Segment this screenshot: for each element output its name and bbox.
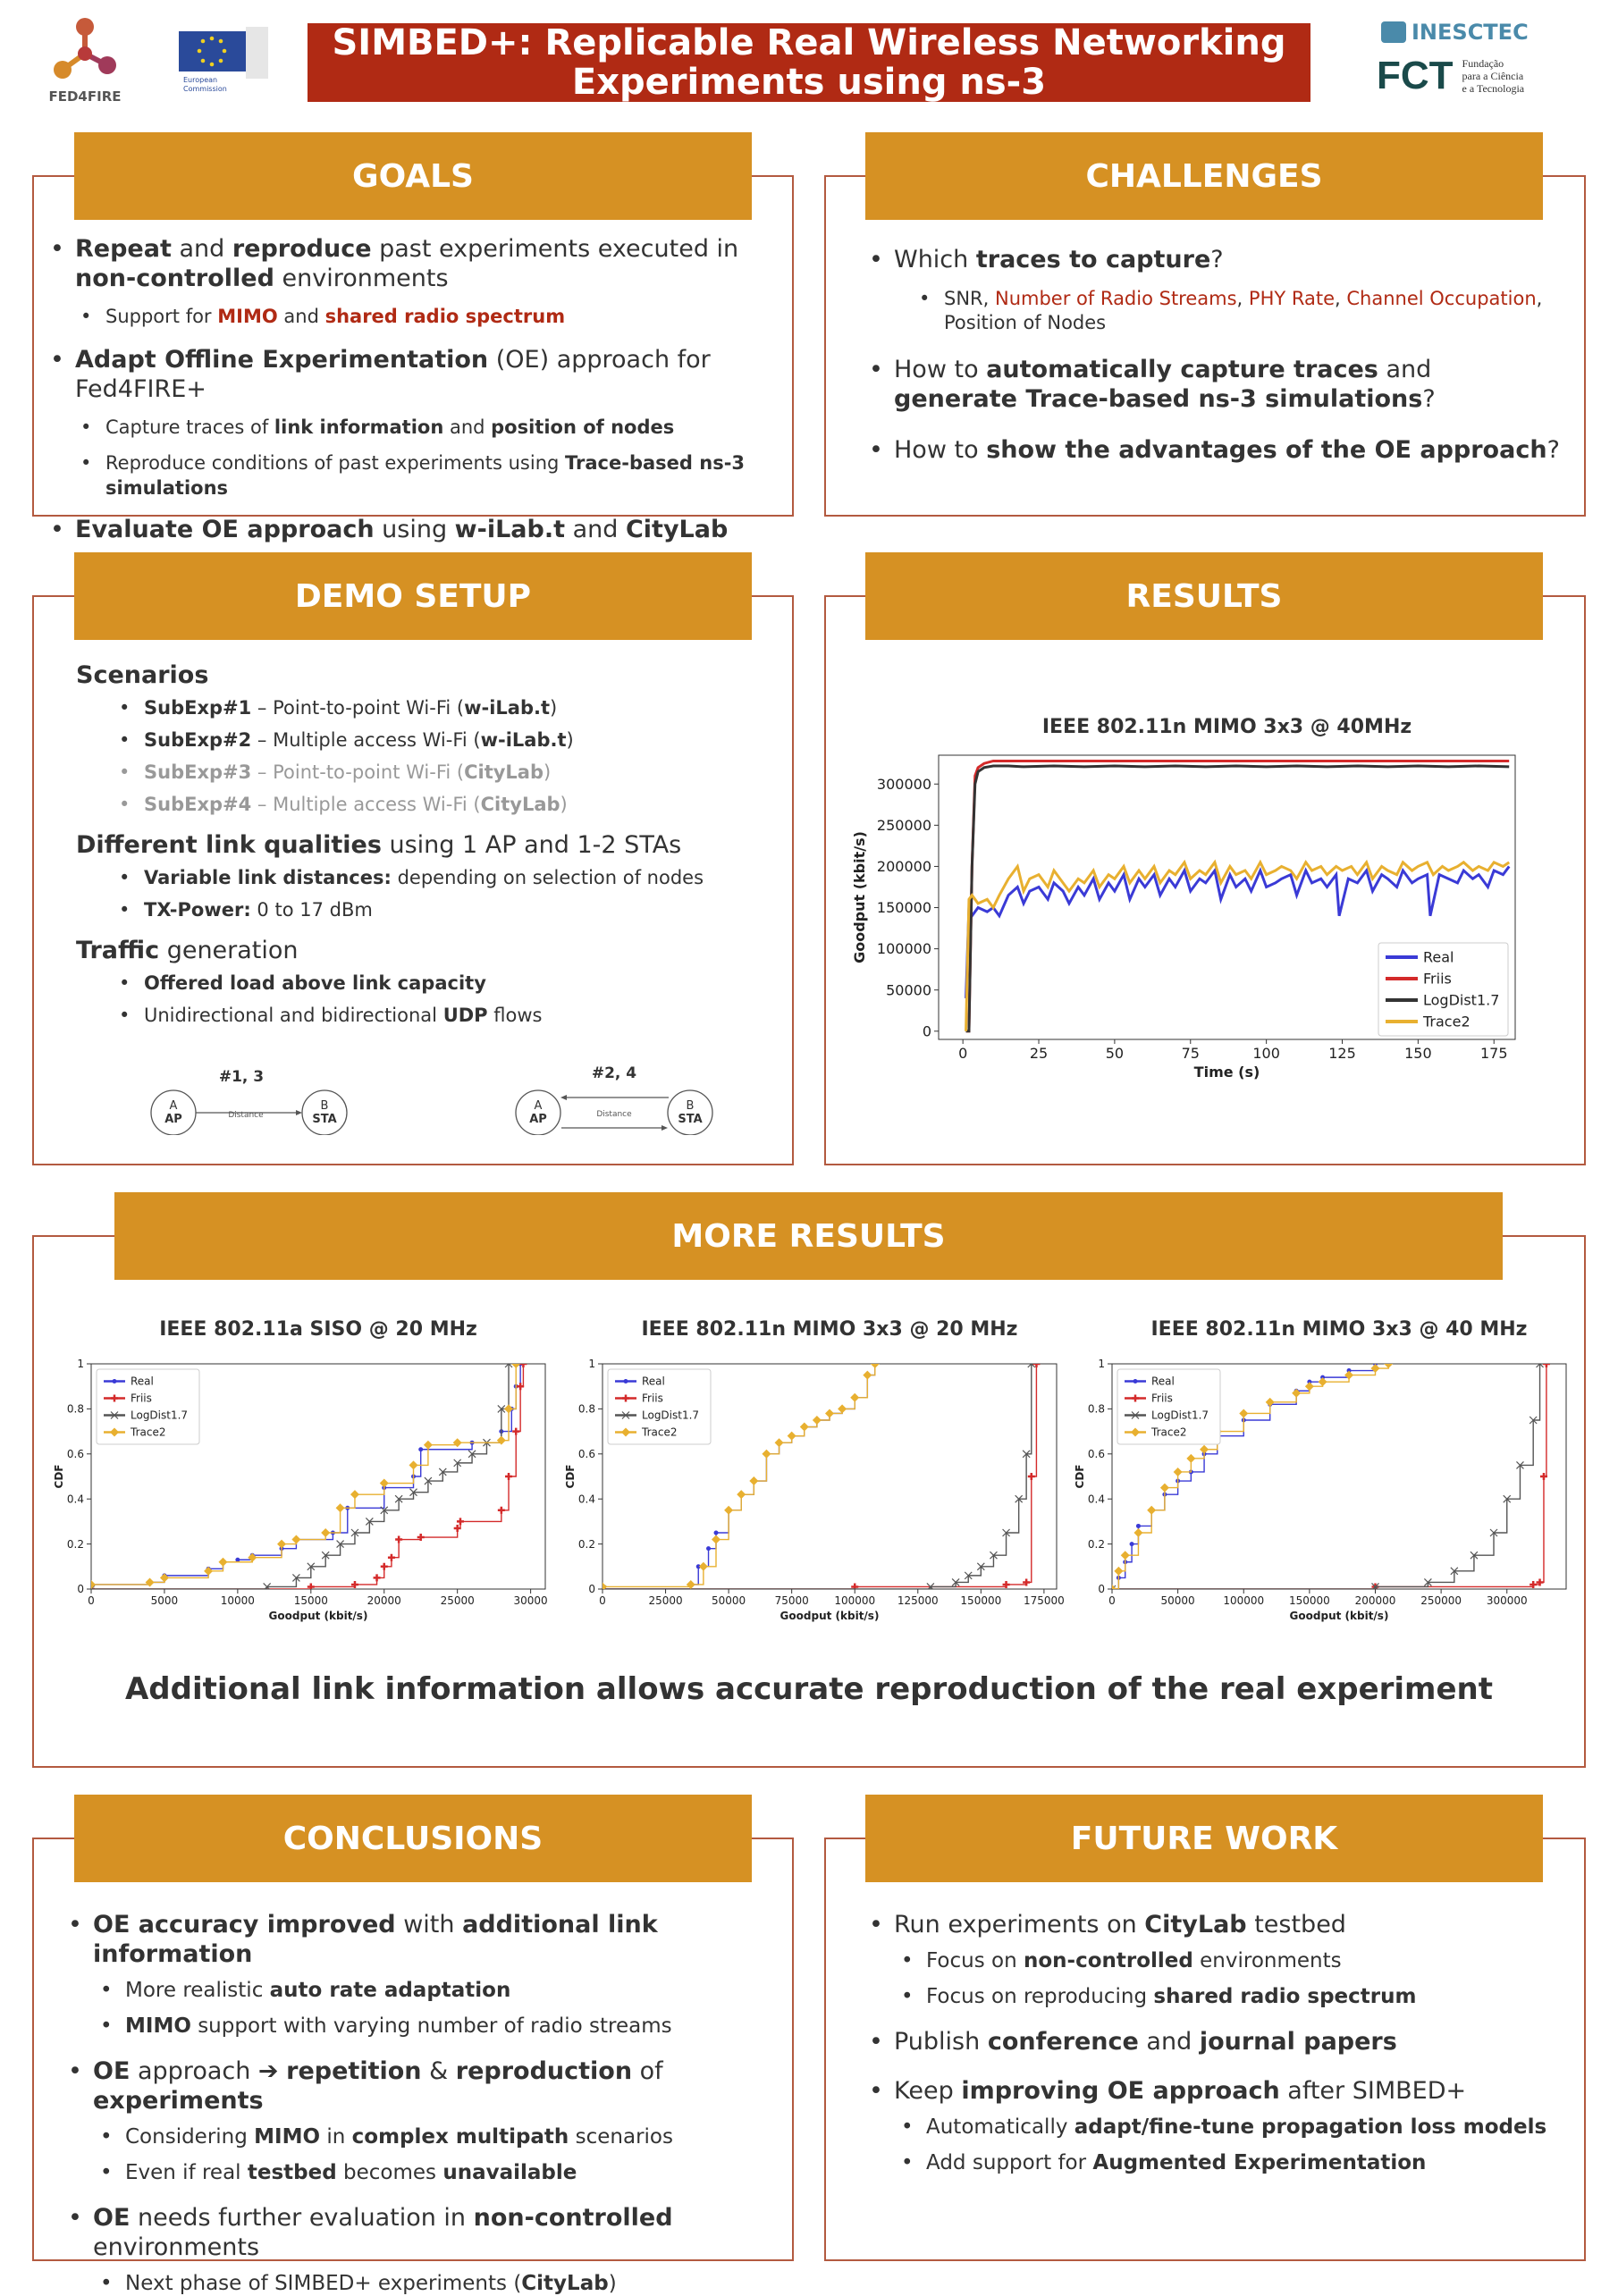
title-line-2: Experiments using ns-3 [571, 62, 1047, 103]
challenges-list [864, 245, 1561, 465]
svg-text:Distance: Distance [596, 1110, 632, 1119]
conclusions-item-1-sub-2: • MIMO support with varying number of radio streams [95, 2014, 778, 2039]
goals-item-2: • Adapt Offline Experimentation (OE) approach for Fed4FIRE+ [45, 345, 778, 404]
y-tick-label: 0.6 [66, 1448, 84, 1460]
svg-text:Distance: Distance [228, 1111, 264, 1120]
svg-text:Commission: Commission [183, 85, 227, 93]
x-tick-label: 10000 [220, 1594, 255, 1607]
x-tick-label: 125 [1328, 1045, 1356, 1062]
scenario-1: • SubExp#1 – Point-to-point Wi-Fi (w-iLab.t) [114, 696, 773, 720]
conclusions-title: CONCLUSIONS [74, 1795, 752, 1882]
y-tick-label: 0.8 [1087, 1402, 1105, 1416]
conclusions-item-2: • OE approach ➔ repetition & reproduction of experiments [63, 2056, 778, 2115]
x-tick-label: 15000 [293, 1594, 328, 1607]
poster-header [0, 0, 1618, 116]
data-point [706, 1546, 711, 1551]
x-tick-label: 100000 [834, 1594, 876, 1607]
svg-text:AP: AP [164, 1113, 182, 1126]
scenario-2: • SubExp#2 – Multiple access Wi-Fi (w-iLab.t) [114, 728, 773, 753]
x-tick-label: 0 [958, 1045, 968, 1062]
x-tick-label: 150000 [960, 1594, 1002, 1607]
traffic-1: • Offered load above link capacity [114, 971, 773, 996]
goals-title: GOALS [74, 132, 752, 220]
y-tick-label: 1 [588, 1358, 595, 1371]
y-tick-label: 150000 [876, 899, 931, 917]
svg-text:STA: STA [312, 1113, 337, 1126]
x-tick-label: 300000 [1486, 1594, 1528, 1607]
scenario-4: • SubExp#4 – Multiple access Wi-Fi (CityLab) [114, 793, 773, 817]
fed4fire-logo [40, 16, 130, 105]
goals-item-1-sub: • Support for MIMO and shared radio spectrum [75, 304, 778, 329]
future-title: FUTURE WORK [865, 1795, 1543, 1882]
chart-title: IEEE 802.11a SISO @ 20 MHz [159, 1318, 477, 1341]
challenges-item-2: • How to automatically capture traces and generate Trace-based ns-3 simulations? [864, 355, 1561, 414]
inesctec-icon [1381, 21, 1406, 43]
topology-diagram-p2p [143, 1064, 358, 1135]
goals-item-1: • Repeat and reproduce past experiments executed in non-controlled environments [45, 234, 778, 293]
x-tick-label: 125000 [897, 1594, 939, 1607]
legend-label: LogDist1.7 [642, 1409, 700, 1422]
demo-content [76, 661, 773, 1028]
conclusions-item-3-sub-1: • Next phase of SIMBED+ experiments (CityLab) [95, 2271, 778, 2296]
more-results-title: MORE RESULTS [114, 1192, 1503, 1280]
svg-text:European Commission: European Commission [156, 102, 167, 103]
future-item-3: • Keep improving OE approach after SIMBED+ [864, 2076, 1570, 2106]
x-tick-label: 100000 [1223, 1594, 1265, 1607]
future-item-1-sub-1: • Focus on non-controlled environments [896, 1948, 1570, 1973]
cdf-chart-mimo-40 [1057, 1308, 1575, 1630]
future-item-1-sub-2: • Focus on reproducing shared radio spectrum [896, 1984, 1570, 2009]
chart-title: IEEE 802.11n MIMO 3x3 @ 40 MHz [1150, 1318, 1528, 1341]
challenges-item-1: • Which traces to capture? [864, 245, 1561, 274]
scenario-3: • SubExp#3 – Point-to-point Wi-Fi (CityLab) [114, 761, 773, 785]
y-tick-label: 250000 [876, 816, 931, 834]
y-tick-label: 0 [77, 1583, 84, 1596]
x-axis-label: Goodput (kbit/s) [268, 1610, 368, 1622]
y-axis-label: Goodput (kbit/s) [851, 831, 868, 963]
x-tick-label: 175000 [1023, 1594, 1065, 1607]
svg-text:European: European [183, 76, 218, 84]
inesctec-logo: INESCTEC [1381, 20, 1529, 45]
svg-text:B: B [320, 1099, 329, 1113]
y-tick-label: 1 [77, 1358, 84, 1371]
data-point [1136, 1524, 1141, 1528]
x-tick-label: 75000 [774, 1594, 809, 1607]
legend-label: Friis [131, 1392, 152, 1405]
y-axis-label: CDF [564, 1464, 577, 1489]
traffic-2: • Unidirectional and bidirectional UDP flows [114, 1004, 773, 1028]
y-tick-label: 0 [588, 1583, 595, 1596]
data-point [418, 1447, 423, 1451]
fct-logo: FCT Fundação para a Ciência e a Tecnologia [1377, 54, 1525, 97]
legend-marker [113, 1379, 117, 1383]
y-tick-label: 0.2 [66, 1537, 84, 1551]
diagram-label-p2p: #1, 3 [218, 1068, 265, 1086]
legend-label: Real [131, 1375, 154, 1388]
goals-item-2-sub-1: • Capture traces of link information and position of nodes [75, 415, 778, 440]
chart-title: IEEE 802.11n MIMO 3x3 @ 20 MHz [641, 1318, 1018, 1341]
legend-label: Trace2 [1151, 1426, 1187, 1439]
x-tick-label: 0 [1108, 1594, 1116, 1607]
x-tick-label: 25000 [648, 1594, 683, 1607]
x-tick-label: 50000 [1160, 1594, 1195, 1607]
legend-label: Trace2 [1423, 1013, 1471, 1030]
y-tick-label: 50000 [886, 981, 931, 999]
svg-text:AP: AP [529, 1113, 547, 1126]
link-quality-2: • TX-Power: 0 to 17 dBm [114, 898, 773, 922]
x-tick-label: 150000 [1288, 1594, 1330, 1607]
more-results-caption: Additional link information allows accurate reproduction of the real experiment [124, 1671, 1494, 1707]
x-tick-label: 50 [1105, 1045, 1125, 1062]
y-tick-label: 0.6 [1087, 1448, 1105, 1460]
y-tick-label: 100000 [876, 940, 931, 958]
x-tick-label: 20000 [367, 1594, 401, 1607]
future-item-3-sub-2: • Add support for Augmented Experimentation [896, 2150, 1570, 2175]
conclusions-item-1-sub-1: • More realistic auto rate adaptation [95, 1978, 778, 2003]
topology-diagram-multi [511, 1060, 726, 1135]
goals-item-3: • Evaluate OE approach using w-iLab.t and CityLab [45, 515, 778, 544]
y-tick-label: 1 [1098, 1358, 1105, 1371]
y-axis-label: CDF [1074, 1464, 1086, 1489]
x-tick-label: 150 [1404, 1045, 1432, 1062]
x-tick-label: 75 [1181, 1045, 1200, 1062]
future-item-2: • Publish conference and journal papers [864, 2027, 1570, 2056]
goals-list [45, 234, 778, 544]
conclusions-list [63, 1910, 778, 2296]
svg-text:FED4FIRE: FED4FIRE [48, 88, 122, 105]
y-tick-label: 0.8 [66, 1402, 84, 1416]
data-point [714, 1531, 719, 1535]
legend-label: Trace2 [131, 1426, 166, 1439]
scenarios-heading: Scenarios [76, 661, 209, 689]
demo-title: DEMO SETUP [74, 552, 752, 640]
x-axis-label: Time (s) [1193, 1064, 1260, 1081]
svg-text:A: A [534, 1099, 543, 1113]
chart-legend [608, 1369, 711, 1444]
results-goodput-chart [845, 706, 1524, 1090]
y-tick-label: 0.2 [577, 1537, 595, 1551]
x-tick-label: 250000 [1420, 1594, 1462, 1607]
traffic-heading: Traffic generation [76, 937, 299, 964]
y-tick-label: 0.8 [577, 1402, 595, 1416]
data-point [1130, 1542, 1134, 1546]
future-list [864, 1910, 1570, 2175]
diagram-label-multi: #2, 4 [591, 1064, 637, 1082]
challenges-item-1-sub: • SNR, Number of Radio Streams, PHY Rate, Channel Occupation, Position of Nodes [914, 287, 1561, 335]
x-tick-label: 25 [1029, 1045, 1049, 1062]
y-tick-label: 0.4 [1087, 1493, 1105, 1506]
chart-legend [1378, 943, 1508, 1036]
legend-marker [1133, 1379, 1138, 1383]
link-qualities-heading: Different link qualities using 1 AP and 1-2 STAs [76, 831, 682, 859]
x-axis-label: Goodput (kbit/s) [780, 1610, 880, 1622]
y-tick-label: 0.4 [66, 1493, 84, 1506]
legend-label: LogDist1.7 [1423, 991, 1500, 1009]
y-tick-label: 300000 [876, 775, 931, 793]
svg-text:B: B [686, 1099, 695, 1113]
poster-title [308, 23, 1310, 102]
future-item-1: • Run experiments on CityLab testbed [864, 1910, 1570, 1939]
legend-label: Friis [1151, 1392, 1173, 1405]
conclusions-item-2-sub-1: • Considering MIMO in complex multipath scenarios [95, 2124, 778, 2149]
link-quality-1: • Variable link distances: depending on selection of nodes [114, 866, 773, 890]
challenges-title: CHALLENGES [865, 132, 1543, 220]
x-axis-label: Goodput (kbit/s) [1289, 1610, 1389, 1622]
legend-label: Friis [1423, 970, 1452, 988]
results-title: RESULTS [865, 552, 1543, 640]
legend-label: LogDist1.7 [131, 1409, 189, 1422]
legend-label: Trace2 [642, 1426, 678, 1439]
goals-item-2-sub-2: • Reproduce conditions of past experiments using Trace-based ns-3 simulations [75, 450, 778, 500]
y-tick-label: 0.6 [577, 1448, 595, 1460]
legend-label: Friis [642, 1392, 663, 1405]
future-item-3-sub-1: • Automatically adapt/fine-tune propagation loss models [896, 2115, 1570, 2140]
conclusions-item-3: • OE needs further evaluation in non-controlled environments [63, 2203, 778, 2262]
title-line-1: SIMBED+: Replicable Real Wireless Networking [332, 22, 1286, 63]
x-tick-label: 0 [88, 1594, 95, 1607]
x-tick-label: 100 [1252, 1045, 1280, 1062]
challenges-item-3: • How to show the advantages of the OE approach? [864, 435, 1561, 465]
legend-label: LogDist1.7 [1151, 1409, 1209, 1422]
x-tick-label: 30000 [513, 1594, 548, 1607]
x-tick-label: 5000 [150, 1594, 179, 1607]
y-axis-label: CDF [53, 1464, 65, 1489]
data-point [235, 1558, 240, 1562]
legend-marker [624, 1379, 628, 1383]
y-tick-label: 0.2 [1087, 1537, 1105, 1551]
cdf-chart-siso-20 [36, 1308, 554, 1630]
legend-label: Real [642, 1375, 665, 1388]
conclusions-item-2-sub-2: • Even if real testbed becomes unavailable [95, 2160, 778, 2185]
x-tick-label: 25000 [440, 1594, 475, 1607]
y-tick-label: 0 [1098, 1583, 1105, 1596]
chart-legend [97, 1369, 199, 1444]
legend-label: Real [1151, 1375, 1175, 1388]
x-tick-label: 0 [599, 1594, 606, 1607]
conclusions-item-1: • OE accuracy improved with additional link information [63, 1910, 778, 1969]
eu-logo [156, 27, 273, 103]
x-tick-label: 50000 [712, 1594, 746, 1607]
svg-text:STA: STA [678, 1113, 703, 1126]
cdf-chart-mimo-20 [547, 1308, 1066, 1630]
y-tick-label: 200000 [876, 858, 931, 876]
y-tick-label: 0.4 [577, 1493, 595, 1506]
chart-title: IEEE 802.11n MIMO 3x3 @ 40MHz [1041, 716, 1412, 738]
chart-legend [1117, 1369, 1220, 1444]
y-tick-label: 0 [922, 1022, 931, 1040]
x-tick-label: 175 [1479, 1045, 1508, 1062]
svg-text:A: A [169, 1099, 178, 1113]
legend-label: Real [1423, 948, 1454, 966]
x-tick-label: 200000 [1354, 1594, 1396, 1607]
